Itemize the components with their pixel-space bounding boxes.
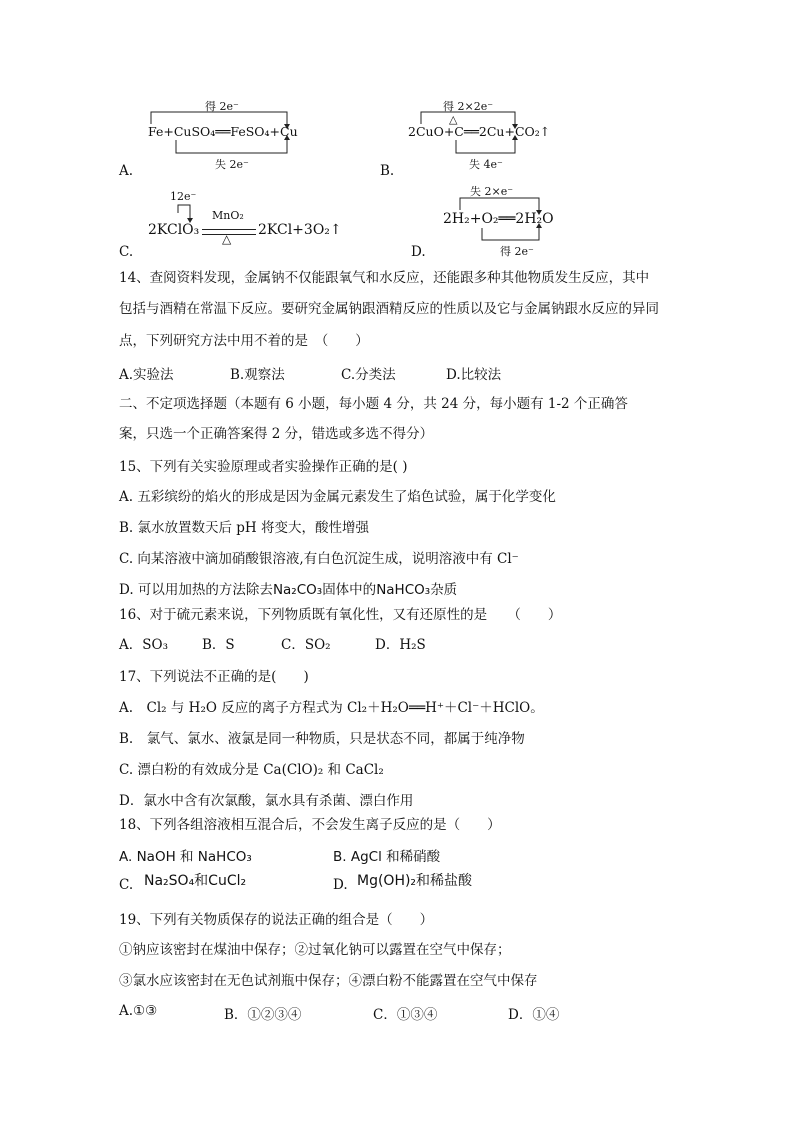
q13-C-equation-right: 2KCl+3O₂↑ (258, 222, 342, 238)
q15-option-D (119, 580, 457, 600)
q18-option-A: A. NaOH 和 NaHCO₃ (119, 849, 252, 865)
arrow-C-top (178, 205, 190, 220)
q19-stem: 19、下列有关物质保存的说法正确的组合是（ ） (119, 912, 434, 928)
q13-D-top-label: 失 2×e⁻ (470, 185, 514, 198)
q15-D-mid: 固体中的 (322, 582, 377, 598)
section-2-heading-1: 二、不定项选择题（本题有 6 小题，每小题 4 分，共 24 分，每小题有 1-2 个正确答 (119, 396, 628, 412)
q18-option-C-label: C. (119, 877, 134, 893)
q19-statements-2: ③氯水应该密封在无色试剂瓶中保存；④漂白粉不能露置在空气中保存 (119, 973, 538, 989)
q19-option-B: B．①②③④ (224, 1007, 302, 1023)
q14-option-D: D.比较法 (446, 367, 502, 383)
q13-D-equation: 2H₂+O₂══2H₂O (443, 211, 554, 227)
q13-C-catalyst: MnO₂ (212, 209, 244, 222)
q15-option-B: B. 氯水放置数天后 pH 将变大，酸性增强 (119, 520, 370, 536)
q19-statements-1: ①钠应该密封在煤油中保存；②过氧化钠可以露置在空气中保存； (119, 942, 511, 958)
q14-option-A: A.实验法 (119, 367, 174, 383)
q15-D-post: 杂质 (430, 582, 458, 598)
q17-option-A: A. Cl₂ 与 H₂O 反应的离子方程式为 Cl₂＋H₂O══H⁺＋Cl⁻＋HClO。 (119, 700, 544, 716)
arrow-A-bottom (176, 140, 287, 153)
q14-line-1: 14、查阅资料发现，金属钠不仅能跟氧气和水反应，还能跟多种其他物质发生反应，其中 (119, 270, 650, 286)
q15-option-A: A. 五彩缤纷的焰火的形成是因为金属元素发生了焰色试验，属于化学变化 (119, 489, 556, 505)
q13-A-top-label: 得 2e⁻ (205, 100, 239, 113)
q15-D-pre: D. 可以用加热的方法除去 (119, 582, 273, 598)
electron-transfer-arrows (0, 0, 794, 280)
q17-stem: 17、下列说法不正确的是( ) (119, 669, 309, 685)
q18-option-B: B. AgCl 和稀硝酸 (333, 849, 441, 865)
q13-C-heat: △ (222, 232, 232, 246)
q13-B-bottom-label: 失 4e⁻ (469, 158, 503, 171)
q13-B-equation: 2CuO+C══2Cu+CO₂↑ (408, 124, 551, 139)
q17-option-C: C. 漂白粉的有效成分是 Ca(ClO)₂ 和 CaCl₂ (119, 762, 384, 778)
q13-option-C: C. (119, 244, 134, 260)
q16-option-A: A．SO₃ (119, 637, 168, 653)
q13-option-A: A. (119, 163, 134, 179)
q18-option-D-label: D. (333, 877, 348, 893)
q13-C-top-label: 12e⁻ (170, 190, 197, 203)
q14-line-3: 点，下列研究方法中用不着的是 （ ） (119, 333, 369, 349)
q17-option-B: B. 氯气、氯水、液氯是同一种物质，只是状态不同，都属于纯净物 (119, 731, 525, 747)
q16-option-D: D．H₂S (375, 637, 426, 653)
q18-stem: 18、下列各组溶液相互混合后，不会发生离子反应的是（ ） (119, 817, 501, 833)
q13-option-D: D. (411, 244, 426, 260)
arrow-B-bottom (456, 140, 515, 153)
q15-stem: 15、下列有关实验原理或者实验操作正确的是( ) (119, 459, 408, 475)
q13-option-B: B. (380, 163, 395, 179)
q19-option-C: C．①③④ (373, 1007, 438, 1023)
q16-option-C: C．SO₂ (281, 637, 331, 653)
q18-option-C: Na₂SO₄和CuCl₂ (144, 873, 247, 889)
q13-D-bottom-label: 得 2e⁻ (500, 245, 534, 258)
q17-option-D: D．氯水中含有次氯酸，氯水具有杀菌、漂白作用 (119, 793, 414, 809)
q13-B-top-label: 得 2×2e⁻ (443, 100, 494, 113)
q15-D-formula-2: NaHCO₃ (376, 582, 431, 598)
section-2-heading-2: 案，只选一个正确答案得 2 分，错选或多选不得分） (119, 426, 434, 442)
q14-line-2: 包括与酒精在常温下反应。要研究金属钠跟酒精反应的性质以及它与金属钠跟水反应的异同 (119, 301, 659, 317)
q13-A-equation: Fe+CuSO₄══FeSO₄+Cu (148, 124, 298, 139)
q14-option-C: C.分类法 (341, 367, 396, 383)
q13-C-equation-left: 2KClO₃ (148, 222, 200, 238)
q14-option-B: B.观察法 (230, 367, 285, 383)
arrow-D-bottom (482, 228, 539, 240)
arrow-D-top (460, 198, 539, 210)
q19-option-D: D．①④ (508, 1007, 560, 1023)
q15-option-C: C. 向某溶液中滴加硝酸银溶液,有白色沉淀生成，说明溶液中有 Cl⁻ (119, 551, 519, 567)
q16-option-B: B．S (202, 637, 235, 653)
q15-D-formula-1: Na₂CO₃ (272, 582, 323, 598)
q19-option-A: A.①③ (119, 1003, 158, 1019)
q18-option-D: Mg(OH)₂和稀盐酸 (357, 873, 473, 889)
q16-stem: 16、对于硫元素来说，下列物质既有氧化性，又有还原性的是 （ ） (119, 607, 562, 623)
q13-B-heat: △ (449, 113, 458, 126)
q13-A-bottom-label: 失 2e⁻ (215, 158, 249, 171)
